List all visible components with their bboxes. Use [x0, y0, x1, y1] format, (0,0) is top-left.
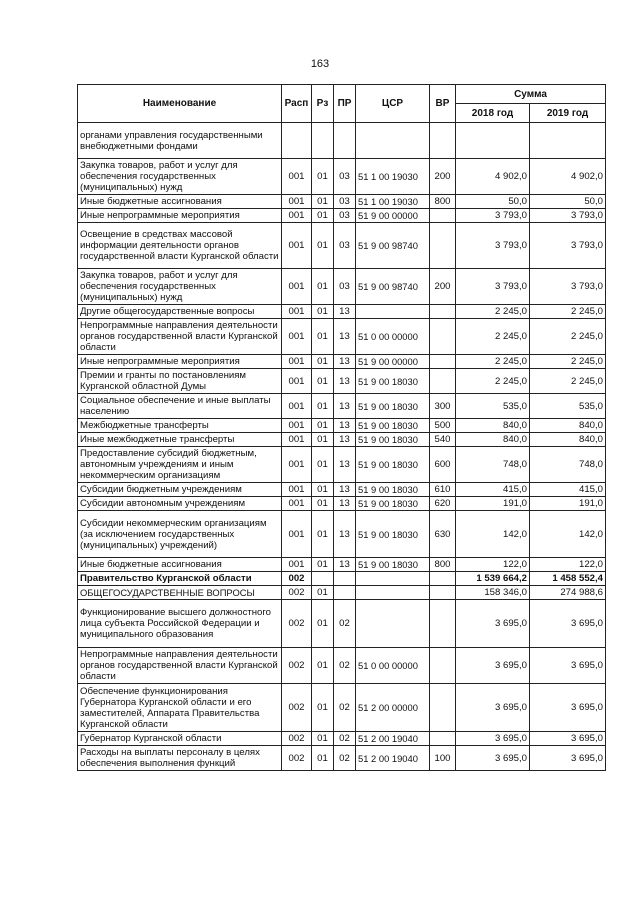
row-vr: 500	[430, 419, 456, 433]
row-rz: 01	[312, 600, 334, 648]
row-rz: 01	[312, 746, 334, 771]
table-row	[78, 648, 606, 684]
row-2019: 4 902,0	[530, 159, 606, 195]
row-rasp: 001	[282, 419, 312, 433]
row-2019: 122,0	[530, 558, 606, 572]
row-csr	[356, 586, 430, 600]
table-row	[78, 123, 606, 159]
row-2018: 2 245,0	[456, 319, 530, 355]
row-vr	[430, 369, 456, 394]
row-csr: 51 2 00 19040	[356, 732, 430, 746]
row-name: Иные непрограммные мероприятия	[78, 209, 282, 223]
row-pr: 13	[334, 369, 356, 394]
row-pr: 13	[334, 558, 356, 572]
row-pr: 13	[334, 305, 356, 319]
row-name: Предоставление субсидий бюджетным, автономным учреждениям и иным некоммерческим организациям	[78, 447, 282, 483]
row-2018: 840,0	[456, 433, 530, 447]
row-pr: 13	[334, 511, 356, 558]
table-row	[78, 483, 606, 497]
row-vr	[430, 648, 456, 684]
row-vr: 200	[430, 269, 456, 305]
row-pr	[334, 586, 356, 600]
row-vr: 800	[430, 195, 456, 209]
row-rz: 01	[312, 586, 334, 600]
row-2018: 142,0	[456, 511, 530, 558]
row-2018: 1 539 664,2	[456, 572, 530, 586]
col-csr-header: ЦСР	[356, 85, 430, 123]
row-csr: 51 9 00 18030	[356, 558, 430, 572]
row-2019: 3 695,0	[530, 732, 606, 746]
row-name: ОБЩЕГОСУДАРСТВЕННЫЕ ВОПРОСЫ	[78, 586, 282, 600]
row-name: Расходы на выплаты персоналу в целях обеспечения выполнения функций	[78, 746, 282, 771]
table-row	[78, 684, 606, 732]
row-2019: 3 695,0	[530, 684, 606, 732]
row-rasp: 001	[282, 209, 312, 223]
row-2018: 4 902,0	[456, 159, 530, 195]
row-2018: 2 245,0	[456, 305, 530, 319]
row-csr: 51 1 00 19030	[356, 159, 430, 195]
row-rz: 01	[312, 732, 334, 746]
row-2019: 2 245,0	[530, 319, 606, 355]
row-name: Освещение в средствах массовой информации деятельности органов государственной власти Курганской области	[78, 223, 282, 269]
row-rz: 01	[312, 369, 334, 394]
row-vr: 620	[430, 497, 456, 511]
row-rasp: 001	[282, 433, 312, 447]
row-pr: 03	[334, 159, 356, 195]
row-name: Субсидии автономным учреждениям	[78, 497, 282, 511]
table-row	[78, 305, 606, 319]
row-2019: 50,0	[530, 195, 606, 209]
budget-table	[77, 84, 606, 771]
row-csr: 51 9 00 18030	[356, 511, 430, 558]
row-rasp	[282, 123, 312, 159]
row-csr: 51 2 00 19040	[356, 746, 430, 771]
row-2019: 3 695,0	[530, 600, 606, 648]
row-name: Другие общегосударственные вопросы	[78, 305, 282, 319]
row-rasp: 001	[282, 195, 312, 209]
row-name: Субсидии бюджетным учреждениям	[78, 483, 282, 497]
row-name: органами управления государственными внебюджетными фондами	[78, 123, 282, 159]
row-2019: 1 458 552,4	[530, 572, 606, 586]
row-pr: 13	[334, 394, 356, 419]
table-row	[78, 600, 606, 648]
row-rasp: 002	[282, 572, 312, 586]
row-rasp: 001	[282, 369, 312, 394]
row-2019: 3 793,0	[530, 223, 606, 269]
row-csr: 51 9 00 18030	[356, 483, 430, 497]
row-csr: 51 9 00 98740	[356, 269, 430, 305]
row-name: Закупка товаров, работ и услуг для обеспечения государственных (муниципальных) нужд	[78, 269, 282, 305]
row-vr	[430, 355, 456, 369]
col-rz-header: Рз	[312, 85, 334, 123]
row-rasp: 001	[282, 269, 312, 305]
row-vr: 800	[430, 558, 456, 572]
row-rz: 01	[312, 159, 334, 195]
row-vr	[430, 319, 456, 355]
row-rz: 01	[312, 223, 334, 269]
col-vr-header: ВР	[430, 85, 456, 123]
row-pr: 13	[334, 447, 356, 483]
table-row	[78, 269, 606, 305]
row-2018: 3 793,0	[456, 223, 530, 269]
row-vr	[430, 572, 456, 586]
row-vr: 610	[430, 483, 456, 497]
row-csr: 51 2 00 00000	[356, 684, 430, 732]
row-csr: 51 1 00 19030	[356, 195, 430, 209]
row-pr: 02	[334, 648, 356, 684]
row-rasp: 001	[282, 159, 312, 195]
row-pr	[334, 572, 356, 586]
table-row	[78, 223, 606, 269]
row-name: Иные межбюджетные трансферты	[78, 433, 282, 447]
row-rz: 01	[312, 684, 334, 732]
row-vr	[430, 305, 456, 319]
row-2019: 2 245,0	[530, 369, 606, 394]
row-pr: 02	[334, 684, 356, 732]
row-name: Функционирование высшего должностного лица субъекта Российской Федерации и муниципального образования	[78, 600, 282, 648]
row-csr	[356, 600, 430, 648]
row-name: Иные бюджетные ассигнования	[78, 558, 282, 572]
row-pr: 13	[334, 355, 356, 369]
row-rasp: 001	[282, 394, 312, 419]
row-rasp: 002	[282, 600, 312, 648]
row-csr: 51 9 00 18030	[356, 369, 430, 394]
row-2019: 840,0	[530, 433, 606, 447]
row-vr	[430, 732, 456, 746]
row-name: Обеспечение функционирования Губернатора Курганской области и его заместителей, Аппарата Правительства Курганской области	[78, 684, 282, 732]
row-vr	[430, 223, 456, 269]
row-pr: 02	[334, 732, 356, 746]
row-rasp: 001	[282, 511, 312, 558]
header-row	[78, 85, 606, 104]
row-2019: 3 793,0	[530, 209, 606, 223]
row-rasp: 001	[282, 223, 312, 269]
table-row	[78, 586, 606, 600]
row-name: Субсидии некоммерческим организациям (за исключением государственных (муниципальных) учреждений)	[78, 511, 282, 558]
row-2018: 3 695,0	[456, 732, 530, 746]
row-2018: 3 695,0	[456, 648, 530, 684]
table-row	[78, 394, 606, 419]
row-pr: 03	[334, 209, 356, 223]
row-2019	[530, 123, 606, 159]
row-rz: 01	[312, 447, 334, 483]
row-rasp: 001	[282, 305, 312, 319]
row-rz: 01	[312, 319, 334, 355]
row-2018: 2 245,0	[456, 355, 530, 369]
row-csr: 51 9 00 18030	[356, 447, 430, 483]
row-rasp: 002	[282, 648, 312, 684]
row-name: Межбюджетные трансферты	[78, 419, 282, 433]
row-rasp: 002	[282, 684, 312, 732]
row-csr: 51 9 00 18030	[356, 497, 430, 511]
row-csr: 51 9 00 98740	[356, 223, 430, 269]
row-2018: 3 793,0	[456, 269, 530, 305]
table-row	[78, 447, 606, 483]
row-2018: 748,0	[456, 447, 530, 483]
row-csr: 51 9 00 00000	[356, 209, 430, 223]
row-pr: 13	[334, 433, 356, 447]
row-pr: 03	[334, 195, 356, 209]
row-vr: 300	[430, 394, 456, 419]
table-row	[78, 355, 606, 369]
row-pr: 13	[334, 319, 356, 355]
table-row	[78, 732, 606, 746]
row-2018: 3 793,0	[456, 209, 530, 223]
col-pr-header: ПР	[334, 85, 356, 123]
table-row	[78, 433, 606, 447]
col-2019-header: 2019 год	[530, 104, 606, 123]
row-2018: 122,0	[456, 558, 530, 572]
row-rz: 01	[312, 355, 334, 369]
row-name: Закупка товаров, работ и услуг для обеспечения государственных (муниципальных) нужд	[78, 159, 282, 195]
row-csr: 51 9 00 18030	[356, 419, 430, 433]
col-2018-header: 2018 год	[456, 104, 530, 123]
row-2018: 50,0	[456, 195, 530, 209]
table-row	[78, 195, 606, 209]
row-2019: 2 245,0	[530, 305, 606, 319]
row-2019: 142,0	[530, 511, 606, 558]
row-2019: 748,0	[530, 447, 606, 483]
row-2018: 415,0	[456, 483, 530, 497]
table-row	[78, 419, 606, 433]
table-row	[78, 319, 606, 355]
row-pr: 03	[334, 269, 356, 305]
row-rz: 01	[312, 419, 334, 433]
row-2019: 274 988,6	[530, 586, 606, 600]
row-rz: 01	[312, 269, 334, 305]
row-vr	[430, 600, 456, 648]
row-rasp: 001	[282, 558, 312, 572]
row-vr: 540	[430, 433, 456, 447]
row-2018: 3 695,0	[456, 600, 530, 648]
row-2018: 535,0	[456, 394, 530, 419]
row-pr	[334, 123, 356, 159]
row-csr: 51 9 00 18030	[356, 394, 430, 419]
row-rasp: 001	[282, 483, 312, 497]
row-rasp: 002	[282, 746, 312, 771]
row-2019: 3 695,0	[530, 648, 606, 684]
row-vr: 100	[430, 746, 456, 771]
row-rasp: 001	[282, 355, 312, 369]
row-rz: 01	[312, 394, 334, 419]
col-name-header: Наименование	[78, 85, 282, 123]
row-rz: 01	[312, 558, 334, 572]
row-2019: 2 245,0	[530, 355, 606, 369]
row-vr	[430, 209, 456, 223]
row-vr: 630	[430, 511, 456, 558]
row-csr	[356, 572, 430, 586]
row-csr	[356, 305, 430, 319]
row-rz	[312, 572, 334, 586]
row-2019: 535,0	[530, 394, 606, 419]
row-name: Иные бюджетные ассигнования	[78, 195, 282, 209]
row-name: Премии и гранты по постановлениям Курганской областной Думы	[78, 369, 282, 394]
row-vr	[430, 123, 456, 159]
row-name: Иные непрограммные мероприятия	[78, 355, 282, 369]
row-rasp: 001	[282, 497, 312, 511]
row-rz: 01	[312, 497, 334, 511]
row-vr	[430, 586, 456, 600]
row-pr: 13	[334, 419, 356, 433]
row-pr: 02	[334, 746, 356, 771]
table-row	[78, 572, 606, 586]
row-rz	[312, 123, 334, 159]
row-csr: 51 0 00 00000	[356, 319, 430, 355]
row-name: Непрограммные направления деятельности органов государственной власти Курганской области	[78, 319, 282, 355]
row-rz: 01	[312, 511, 334, 558]
row-csr: 51 9 00 00000	[356, 355, 430, 369]
row-pr: 02	[334, 600, 356, 648]
row-2018: 158 346,0	[456, 586, 530, 600]
row-2019: 191,0	[530, 497, 606, 511]
row-rasp: 001	[282, 319, 312, 355]
table-row	[78, 558, 606, 572]
row-rasp: 002	[282, 586, 312, 600]
row-name: Губернатор Курганской области	[78, 732, 282, 746]
row-rz: 01	[312, 195, 334, 209]
col-rasp-header: Расп	[282, 85, 312, 123]
row-vr: 200	[430, 159, 456, 195]
row-pr: 13	[334, 497, 356, 511]
row-2018: 191,0	[456, 497, 530, 511]
page-number: 163	[310, 58, 330, 70]
row-pr: 13	[334, 483, 356, 497]
table-row	[78, 746, 606, 771]
row-rasp: 001	[282, 447, 312, 483]
row-2018	[456, 123, 530, 159]
row-rasp: 002	[282, 732, 312, 746]
row-rz: 01	[312, 483, 334, 497]
row-rz: 01	[312, 648, 334, 684]
row-2018: 3 695,0	[456, 684, 530, 732]
table-row	[78, 209, 606, 223]
row-rz: 01	[312, 433, 334, 447]
col-sum-header: Сумма	[456, 85, 606, 104]
row-2018: 3 695,0	[456, 746, 530, 771]
row-2018: 2 245,0	[456, 369, 530, 394]
row-rz: 01	[312, 209, 334, 223]
row-vr	[430, 684, 456, 732]
row-name: Правительство Курганской области	[78, 572, 282, 586]
table-row	[78, 497, 606, 511]
row-vr: 600	[430, 447, 456, 483]
row-csr: 51 9 00 18030	[356, 433, 430, 447]
table-body	[78, 123, 606, 771]
row-2019: 3 793,0	[530, 269, 606, 305]
row-csr	[356, 123, 430, 159]
row-2018: 840,0	[456, 419, 530, 433]
row-name: Непрограммные направления деятельности органов государственной власти Курганской области	[78, 648, 282, 684]
row-rz: 01	[312, 305, 334, 319]
row-2019: 3 695,0	[530, 746, 606, 771]
row-pr: 03	[334, 223, 356, 269]
row-csr: 51 0 00 00000	[356, 648, 430, 684]
table-row	[78, 369, 606, 394]
row-name: Социальное обеспечение и иные выплаты населению	[78, 394, 282, 419]
row-2019: 415,0	[530, 483, 606, 497]
table-row	[78, 159, 606, 195]
row-2019: 840,0	[530, 419, 606, 433]
table-row	[78, 511, 606, 558]
